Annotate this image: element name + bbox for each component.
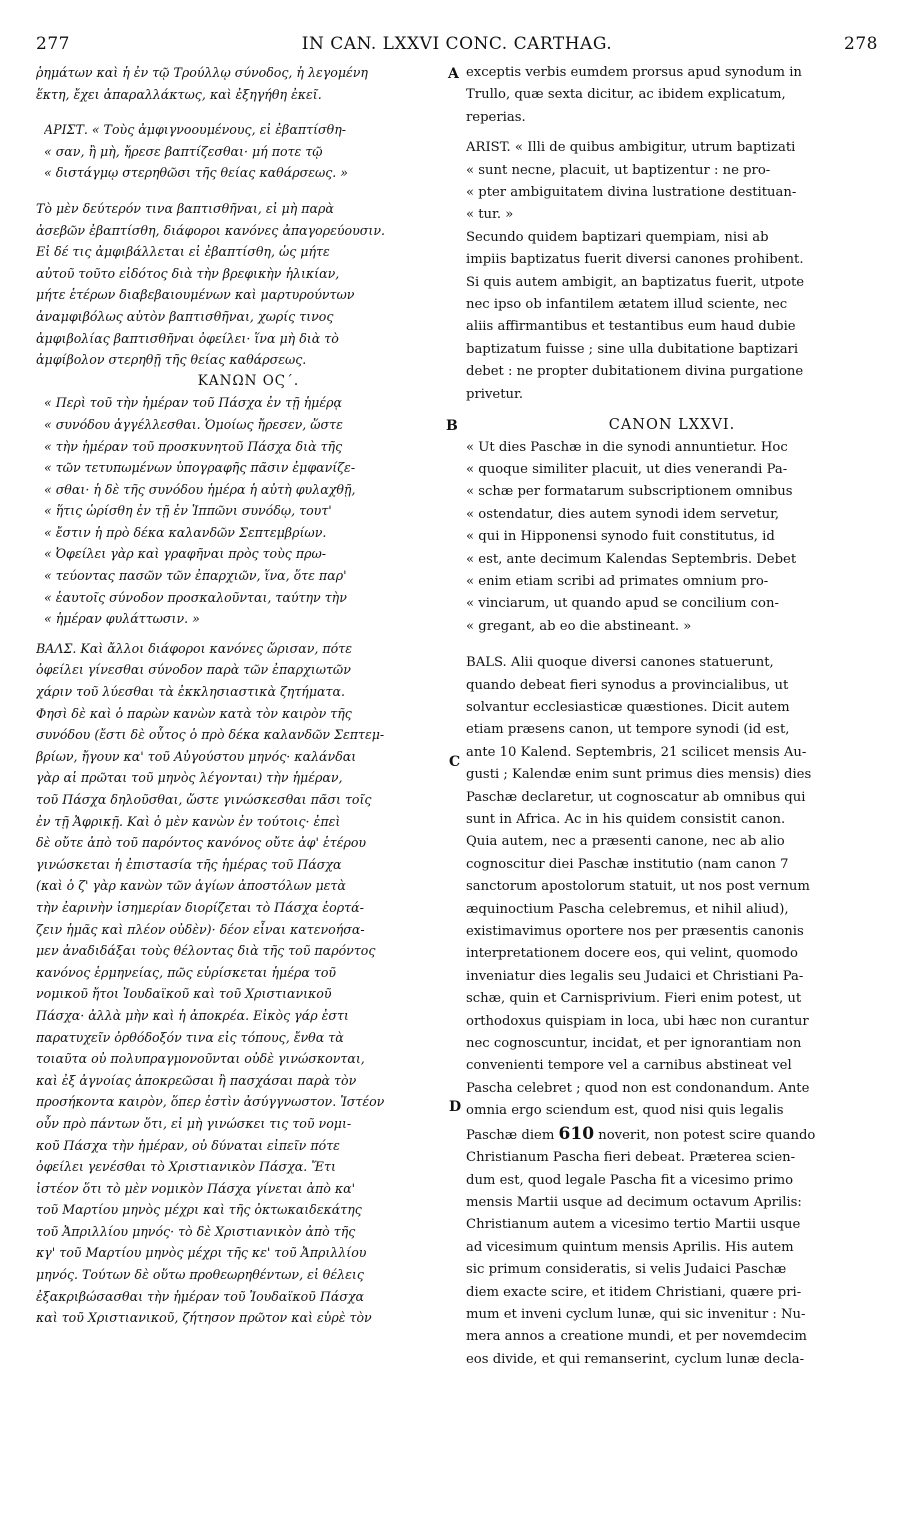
text-line: « tur. » bbox=[466, 207, 514, 223]
text-line: ζειν ἡμᾶς καὶ πλέον οὐδὲν)· δέον εἶναι κατενοήσα- bbox=[36, 921, 365, 937]
margin-marker-c: C bbox=[449, 754, 461, 770]
text-line: reperias. bbox=[466, 109, 526, 125]
text-line: mum et inveni cyclum lunæ, qui sic invenitur : Nu- bbox=[466, 1306, 806, 1322]
text-line: ad vicesimum quintum mensis Aprilis. His autem bbox=[466, 1239, 794, 1255]
text-line: inveniatur dies legalis seu Judaici et Christiani Pa- bbox=[466, 968, 804, 984]
text-line: ὀφείλει γενέσθαι τὸ Χριστιανικὸν Πάσχα. Ἔτι bbox=[36, 1159, 336, 1175]
text-line: « διστάγμῳ στερηθῶσι τῆς θείας καθάρσεως. » bbox=[44, 165, 348, 181]
text-line: παρατυχεῖν ὀρθόδοξόν τινα εἰς τόπους, ἔνθα τὰ bbox=[36, 1029, 344, 1045]
text-line: existimavimus oportere nos per præsentis canonis bbox=[466, 924, 804, 940]
text-line: κανόνος ἑρμηνείας, πῶς εὑρίσκεται ἡμέρα τοῦ bbox=[36, 964, 337, 980]
text-line: Secundo quidem baptizari quempiam, nisi ab bbox=[466, 229, 769, 245]
text-line: ἀσεβῶν ἐβαπτίσθη, διάφοροι κανόνες ἀπαγορεύουσιν. bbox=[36, 222, 385, 238]
text-line: « vinciarum, ut quando apud se concilium con- bbox=[466, 596, 779, 612]
text-line: (καὶ ὁ ζ' γὰρ κανὼν τῶν ἁγίων ἀποστόλων μετὰ bbox=[36, 878, 346, 894]
text-line: « pter ambiguitatem divina lustratione destituan- bbox=[466, 185, 797, 201]
text-line: « ἑαυτοῖς σύνοδον προσκαλοῦνται, ταύτην τὴν bbox=[44, 589, 347, 605]
text-line: τοῦ Μαρτίου μηνὸς μέχρι καὶ τῆς ὀκτωκαιδεκάτης bbox=[36, 1202, 362, 1218]
text-line: Εἰ δέ τις ἀμφιβάλλεται εἰ ἐβαπτίσθη, ὡς μήτε bbox=[36, 244, 330, 260]
text-line: « Περὶ τοῦ τὴν ἡμέραν τοῦ Πάσχα ἐν τῇ ἡμέρᾳ bbox=[44, 395, 342, 411]
text-line: ARIST. « Illi de quibus ambigitur, utrum baptizati bbox=[466, 140, 796, 156]
page-number-left: 277 bbox=[36, 34, 70, 54]
text-line: χάριν τοῦ λύεσθαι τὰ ἐκκλησιαστικὰ ζητήματα. bbox=[36, 684, 345, 700]
text-line: « συνόδου ἀγγέλλεσθαι. Ὁμοίως ἤρεσεν, ὥστε bbox=[44, 416, 343, 432]
text-line: nec cognoscuntur, incidat, et per ignorantiam non bbox=[466, 1036, 802, 1052]
text-line: æquinoctium Pascha celebremus, et nihil aliud), bbox=[466, 901, 789, 917]
text-line: sunt in Africa. Ac in his quidem consistit canon. bbox=[466, 812, 786, 827]
greek-arist bbox=[36, 119, 461, 184]
text-line: solvantur ecclesiasticæ quæstiones. Dicit autem bbox=[466, 699, 790, 715]
text-line: ἕκτη, ἔχει ἀπαραλλάκτως, καὶ ἐξηγήθη ἐκεῖ. bbox=[36, 86, 322, 102]
text-line: κγ' τοῦ Μαρτίου μηνὸς μέχρι τῆς κε' τοῦ Ἀπριλλίου bbox=[36, 1245, 367, 1261]
latin-intro bbox=[466, 62, 878, 129]
text-line: privetur. bbox=[466, 386, 524, 402]
text-line: Paschæ declaretur, ut cognoscatur ab omnibus qui bbox=[466, 789, 806, 805]
text-line: diem exacte scire, et itidem Christiani, quære pri- bbox=[466, 1284, 802, 1300]
text-line: Christianum autem a vicesimo tertio Martii usque bbox=[466, 1217, 801, 1233]
latin-arist bbox=[466, 137, 878, 227]
text-line: « ostendatur, dies autem synodi idem servetur, bbox=[466, 506, 780, 522]
text-line: Τὸ μὲν δεύτερόν τινα βαπτισθῆναι, εἰ μὴ παρὰ bbox=[36, 200, 334, 216]
greek-intro bbox=[36, 62, 461, 105]
text-line: eos divide, et qui remanserint, cyclum lunæ decla- bbox=[466, 1351, 805, 1367]
text-line: sic primum consideratis, si velis Judaici Paschæ bbox=[466, 1262, 787, 1278]
text-line: τοιαῦτα οὐ πολυπραγμονοῦνται οὐδὲ γινώσκονται, bbox=[36, 1051, 365, 1067]
text-line: interpretationem docere eos, qui velint, quomodo bbox=[466, 946, 798, 962]
text-line: γινώσκεται ἡ ἐπιστασία τῆς ἡμέρας τοῦ Πάσχα bbox=[36, 856, 342, 872]
latin-canon-text bbox=[466, 437, 878, 639]
text-line: « quoque similiter placuit, ut dies venerandi Pa- bbox=[466, 461, 788, 477]
text-line: μηνός. Τούτων δὲ οὕτω προθεωρηθέντων, εἰ θέλεις bbox=[36, 1267, 364, 1283]
text-line: δὲ οὔτε ἀπὸ τοῦ παρόντος κανόνος οὔτε ἀφ' ἑτέρου bbox=[36, 835, 367, 851]
text-line: τοῦ Πάσχα δηλοῦσθαι, ὥστε γινώσκεσθαι πᾶσι τοῖς bbox=[36, 792, 372, 807]
latin-line-610-after: noverit, non potest scire quando bbox=[594, 1127, 816, 1143]
latin-bals bbox=[466, 652, 878, 1123]
text-line: BALS. Alii quoque diversi canones statuerunt, bbox=[466, 655, 774, 671]
text-line: « ἥτις ὡρίσθη ἐν τῇ ἐν Ἱππῶνι συνόδῳ, τουτ' bbox=[44, 503, 332, 519]
text-line: debet : ne propter dubitationem divina purgatione bbox=[466, 364, 804, 380]
greek-column bbox=[36, 62, 461, 1329]
text-line: omnia ergo sciendum est, quod nisi quis legalis bbox=[466, 1103, 784, 1119]
running-title: IN CAN. LXXVI CONC. CARTHAG. bbox=[301, 34, 613, 54]
text-line: dum est, quod legale Pascha fit a vicesimo primo bbox=[466, 1172, 794, 1188]
text-line: « σθαι· ἡ δὲ τῆς συνόδου ἡμέρα ἡ αὐτὴ φυλαχθῇ, bbox=[44, 481, 356, 497]
text-line: « qui in Hipponensi synodo fuit constitutus, id bbox=[466, 529, 775, 545]
latin-column bbox=[466, 62, 878, 1371]
text-line: « est, ante decimum Kalendas Septembris. Debet bbox=[466, 551, 797, 567]
text-line: « ἡμέραν φυλάττωσιν. » bbox=[44, 611, 200, 627]
text-line: cognoscitur diei Paschæ institutio (nam canon 7 bbox=[466, 856, 789, 872]
text-line: nec ipso ob infantilem ætatem illud sciente, nec bbox=[466, 297, 788, 313]
text-line: etiam præsens canon, ut tempore synodi (id est, bbox=[466, 722, 790, 738]
text-line: ἀναμφιβόλως αὐτὸν βαπτισθῆναι, χωρίς τινος bbox=[36, 308, 334, 324]
text-line: aliis affirmantibus et testantibus eum haud dubie bbox=[466, 319, 796, 335]
text-line: « τεύοντας πασῶν τῶν ἐπαρχιῶν, ἵνα, ὅτε παρ' bbox=[44, 568, 347, 584]
text-line: quando debeat fieri synodus a provincialibus, ut bbox=[466, 677, 789, 693]
text-line: νομικοῦ ἤτοι Ἰουδαϊκοῦ καὶ τοῦ Χριστιανικοῦ bbox=[36, 986, 332, 1002]
text-line: « ἔστιν ἡ πρὸ δέκα καλανδῶν Σεπτεμβρίων. bbox=[44, 524, 327, 540]
text-line: Pascha celebret ; quod non est condonandum. Ante bbox=[466, 1080, 810, 1096]
latin-line-610-before: Paschæ diem bbox=[466, 1127, 559, 1143]
text-line: αὐτοῦ τοῦτο εἰδότος διὰ τὴν βρεφικὴν ἡλικίαν, bbox=[36, 265, 340, 281]
text-line: exceptis verbis eumdem prorsus apud synodum in bbox=[466, 65, 802, 80]
margin-marker-d: D bbox=[449, 1099, 462, 1115]
text-line: « Ὀφείλει γὰρ καὶ γραφῆναι πρὸς τοὺς πρω- bbox=[44, 546, 327, 562]
greek-canon-text bbox=[36, 392, 461, 630]
text-line: μήτε ἑτέρων διαβεβαιουμένων καὶ μαρτυρούντων bbox=[36, 287, 355, 303]
greek-canon-heading: ΚΑΝΩΝ ΟϚ΄. bbox=[197, 372, 300, 389]
margin-marker-a: A bbox=[448, 66, 459, 82]
column-number-610: 610 bbox=[558, 1123, 595, 1144]
text-line: συνόδου (ἔστι δὲ οὗτος ὁ πρὸ δέκα καλανδῶν Σεπτεμ- bbox=[36, 727, 385, 743]
text-line: ἐν τῇ Ἀφρικῇ. Καὶ ὁ μὲν κανὼν ἐν τούτοις· ἐπεὶ bbox=[36, 813, 341, 829]
text-line: γὰρ αἱ πρῶται τοῦ μηνὸς λέγονται) τὴν ἡμέραν, bbox=[36, 770, 343, 786]
text-line: τοῦ Ἀπριλλίου μηνός· τὸ δὲ Χριστιανικὸν ἀπὸ τῆς bbox=[36, 1223, 356, 1239]
text-line: Φησὶ δὲ καὶ ὁ παρὼν κανὼν κατὰ τὸν καιρὸν τῆς bbox=[36, 705, 352, 721]
text-line: ΑΡΙΣΤ. « Τοὺς ἀμφιγνοουμένους, εἰ ἐβαπτίσθη- bbox=[44, 122, 347, 138]
greek-bals bbox=[36, 638, 461, 1329]
text-line: ΒΑΛΣ. Καὶ ἄλλοι διάφοροι κανόνες ὥρισαν, πότε bbox=[36, 640, 352, 656]
page-number-right: 278 bbox=[844, 34, 878, 54]
text-line: καὶ ἐξ ἀγνοίας ἀποκρεῶσαι ἢ πασχάσαι παρὰ τὸν bbox=[36, 1072, 357, 1088]
latin-bals-continued bbox=[466, 1147, 878, 1371]
text-line: « schæ per formatarum subscriptionem omnibus bbox=[466, 484, 793, 500]
text-line: βρίων, ἤγουν κα' τοῦ Αὐγούστου μηνός· καλάνδαι bbox=[36, 748, 357, 764]
text-line: gusti ; Kalendæ enim sunt primus dies mensis) dies bbox=[466, 767, 812, 783]
text-line: ἀμφίβολον στερηθῇ τῆς θείας καθάρσεως. bbox=[36, 352, 307, 368]
text-line: mensis Martii usque ad decimum octavum Aprilis: bbox=[466, 1194, 802, 1210]
text-line: Trullo, quæ sexta dicitur, ac ibidem explicatum, bbox=[466, 87, 786, 103]
text-line: « enim etiam scribi ad primates omnium pro- bbox=[466, 573, 769, 589]
text-line: μεν ἀναδιδάξαι τοὺς θέλοντας διὰ τῆς τοῦ παρόντος bbox=[36, 943, 376, 959]
text-line: ἀμφιβολίας βαπτισθῆναι ὀφείλει· ἵνα μὴ διὰ τὸ bbox=[36, 330, 339, 346]
latin-commentary bbox=[466, 227, 878, 406]
running-header bbox=[36, 34, 878, 60]
text-line: καὶ τοῦ Χριστιανικοῦ, ζήτησον πρῶτον καὶ εὑρὲ τὸν bbox=[36, 1310, 372, 1326]
text-line: schæ, quin et Carnisprivium. Fieri enim potest, ut bbox=[466, 991, 802, 1007]
text-line: ὀφείλει γίνεσθαι σύνοδον παρὰ τῶν ἐπαρχιωτῶν bbox=[36, 662, 351, 678]
text-line: sanctorum apostolorum statuit, ut nos post vernum bbox=[466, 879, 810, 895]
text-line: Si quis autem ambigit, an baptizatus fuerit, utpote bbox=[466, 274, 805, 290]
latin-line-with-number bbox=[466, 1123, 878, 1147]
text-line: impiis baptizatus fuerit diversi canones prohibent. bbox=[466, 252, 804, 268]
text-line: ante 10 Kalend. Septembris, 21 scilicet mensis Au- bbox=[466, 744, 807, 760]
text-line: baptizatum fuisse ; sine ulla dubitatione baptizari bbox=[466, 341, 799, 357]
latin-canon-heading: CANON LXXVI. bbox=[608, 417, 736, 434]
text-line: οὖν πρὸ πάντων ὅτι, εἰ μὴ γινώσκει τις τοῦ νομι- bbox=[36, 1115, 352, 1131]
text-line: ἰστέον ὅτι τὸ μὲν νομικὸν Πάσχα γίνεται ἀπὸ κα' bbox=[36, 1180, 356, 1196]
text-line: Πάσχα· ἀλλὰ μὴν καὶ ἡ ἀποκρέα. Εἰκὸς γάρ ἐστι bbox=[36, 1007, 349, 1023]
text-line: « gregant, ab eo die abstineant. » bbox=[466, 618, 692, 634]
text-line: προσήκοντα καιρὸν, ὅπερ ἐστὶν ἀσύγγνωστον. Ἰστέον bbox=[36, 1094, 385, 1110]
text-line: mera annos a creatione mundi, et per novemdecim bbox=[466, 1329, 807, 1345]
text-line: « τὴν ἡμέραν τοῦ προσκυνητοῦ Πάσχα διὰ τῆς bbox=[44, 438, 343, 454]
greek-commentary bbox=[36, 198, 461, 371]
text-line: orthodoxus quispiam in loca, ubi hæc non curantur bbox=[466, 1013, 809, 1029]
text-line: κοῦ Πάσχα τὴν ἡμέραν, οὐ δύναται εἰπεῖν πότε bbox=[36, 1137, 340, 1153]
text-line: Christianum Pascha fieri debeat. Præterea scien- bbox=[466, 1150, 796, 1166]
text-line: « sunt necne, placuit, ut baptizentur : ne pro- bbox=[466, 162, 771, 178]
text-line: ἐξακριβώσασθαι τὴν ἡμέραν τοῦ Ἰουδαϊκοῦ Πάσχα bbox=[36, 1288, 365, 1304]
text-line: convenienti tempore vel a carnibus abstineat vel bbox=[466, 1058, 792, 1074]
text-line: Quia autem, nec a præsenti canone, nec ab alio bbox=[466, 834, 785, 850]
text-line: ῥημάτων καὶ ἡ ἐν τῷ Τρούλλῳ σύνοδος, ἡ λεγομένη bbox=[36, 65, 368, 80]
text-line: « τῶν τετυπωμένων ὑπογραφῆς πᾶσιν ἐμφανίζε- bbox=[44, 460, 356, 476]
margin-marker-b: B bbox=[446, 418, 458, 434]
text-line: « σαν, ἢ μὴ, ἤρεσε βαπτίζεσθαι· μή ποτε τῷ bbox=[44, 143, 323, 159]
text-line: τὴν ἐαρινὴν ἰσημερίαν διορίζεται τὸ Πάσχα ἑορτά- bbox=[36, 899, 364, 915]
text-line: « Ut dies Paschæ in die synodi annuntietur. Hoc bbox=[466, 439, 788, 455]
